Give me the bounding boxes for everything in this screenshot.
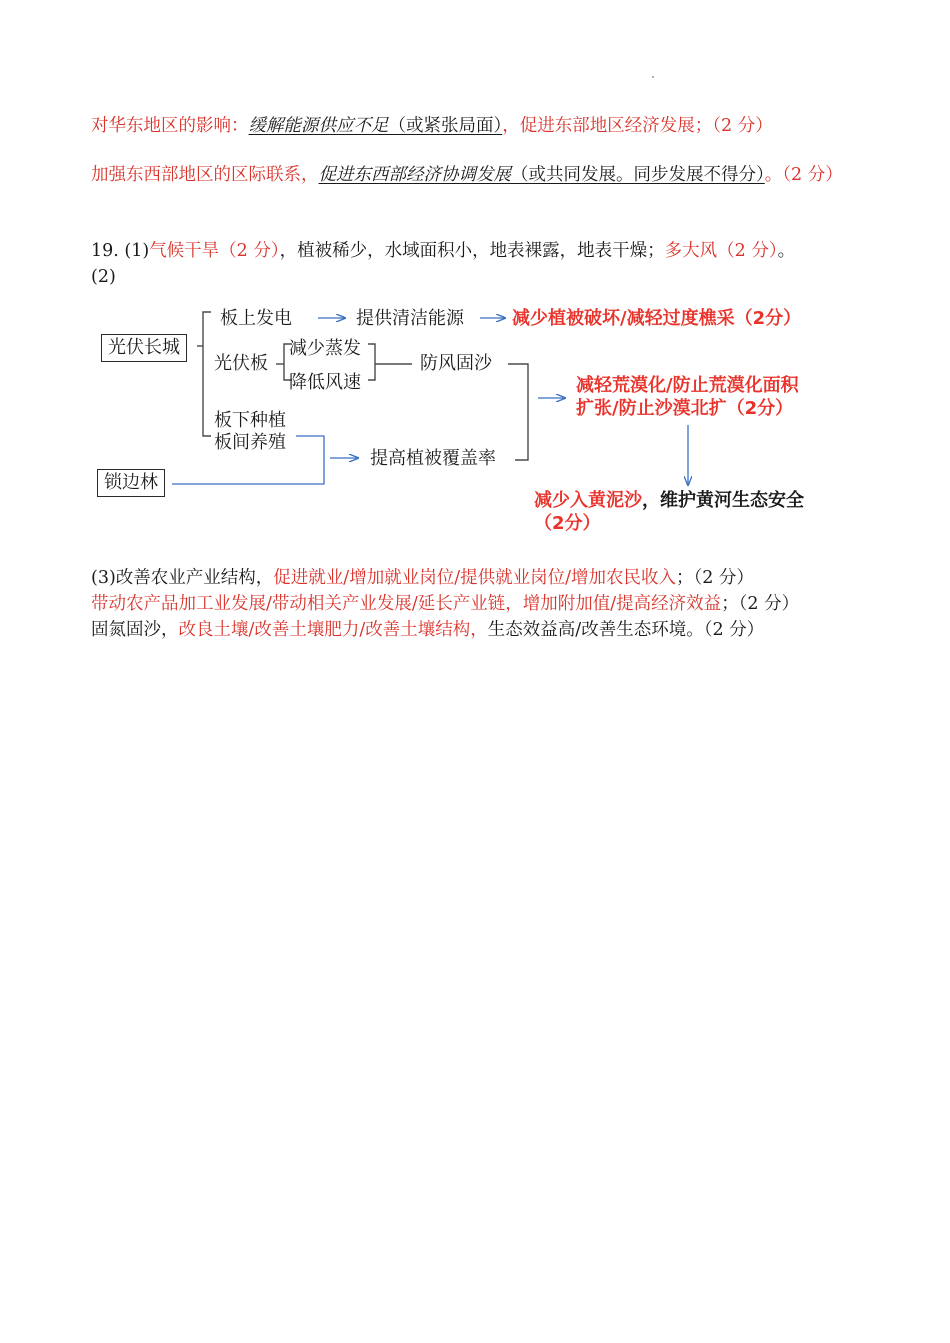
- node-between-panel-farming: 板间养殖: [214, 432, 286, 453]
- q19-p3-line1-end: ；（2 分）: [675, 568, 754, 588]
- q19-p3-ecology: 生态效益高/改善生态环境。（2 分）: [487, 620, 765, 640]
- east-impact-answer: 缓解能源供应不足: [248, 116, 389, 136]
- q19-answer-surface: ，植被稀少，水域面积小，地表裸露，地表干燥；: [279, 241, 665, 261]
- node-pv-panel: 光伏板: [214, 353, 268, 374]
- node-yellow-river-score: （2分）: [534, 513, 601, 534]
- node-desertification-line2: 扩张/防止沙漠北扩（2分）: [576, 398, 794, 419]
- node-power-generation: 板上发电: [220, 308, 292, 329]
- main-bracket: [203, 312, 211, 436]
- q19-p3-employment: 促进就业/增加就业岗位/提供就业岗位/增加农民收入: [273, 568, 676, 588]
- q19-number: 19. (1): [91, 241, 150, 261]
- east-impact-alt: （或紧张局面）: [388, 116, 503, 136]
- node-edge-forest: 锁边林: [97, 469, 165, 497]
- node-reduce-vegetation-damage: 减少植被破坏/减轻过度樵采（2分）: [512, 308, 802, 329]
- node-pv-great-wall: 光伏长城: [101, 334, 187, 362]
- q19-answer-wind: 多大风（2 分）: [664, 241, 778, 261]
- node-lower-wind-speed: 降低风速: [289, 372, 361, 393]
- regional-link-label: 加强东西部地区的区际联系，: [91, 165, 319, 185]
- q19-p3-soil: 改良土壤/改善土壤肥力/改善土壤结构，: [178, 620, 488, 640]
- merge-bracket: [508, 364, 528, 460]
- node-yellow-river-safety: [534, 490, 804, 512]
- node-windbreak-sand-fixation: 防风固沙: [420, 353, 492, 374]
- node-under-panel-planting: 板下种植: [214, 410, 286, 431]
- q19-part2-label: (2): [91, 267, 116, 287]
- node-desertification-line1: 减轻荒漠化/防止荒漠化面积: [576, 375, 799, 396]
- q19-answer-climate: 气候干旱（2 分）: [149, 241, 280, 261]
- effect-bracket: [368, 344, 375, 380]
- east-impact-label: 对华东地区的影响：: [91, 116, 249, 136]
- q19-p3-nitrogen: 固氮固沙，: [91, 620, 179, 640]
- q19-part3-line3: [91, 617, 764, 643]
- node-reduce-sediment: 减少入黄泥沙: [534, 490, 642, 511]
- q19-part3-line2: [91, 591, 799, 617]
- east-impact-rest: ，促进东部地区经济发展；（2 分）: [502, 116, 773, 136]
- node-raise-vegetation-coverage: 提高植被覆盖率: [370, 448, 496, 469]
- regional-link-answer: 促进东西部经济协调发展: [318, 165, 511, 185]
- regional-link-rest: 。（2 分）: [764, 165, 843, 185]
- node-ecology-safety: ，维护黄河生态安全: [642, 490, 804, 511]
- node-reduce-evaporation: 减少蒸发: [289, 338, 361, 359]
- q19-part3-line1: [91, 565, 754, 591]
- q19-p3-industry: 带动农产品加工业发展/带动相关产业发展/延长产业链，增加附加值/提高经济效益: [91, 594, 722, 614]
- node-clean-energy: 提供清洁能源: [356, 308, 464, 329]
- regional-link-alt: （或共同发展。同步发展不得分）: [511, 165, 765, 185]
- q19-part1-end: 。: [777, 241, 796, 261]
- q19-p3-line2-end: ；（2 分）: [721, 594, 800, 614]
- q19-p3-structure: (3)改善农业产业结构，: [91, 568, 274, 588]
